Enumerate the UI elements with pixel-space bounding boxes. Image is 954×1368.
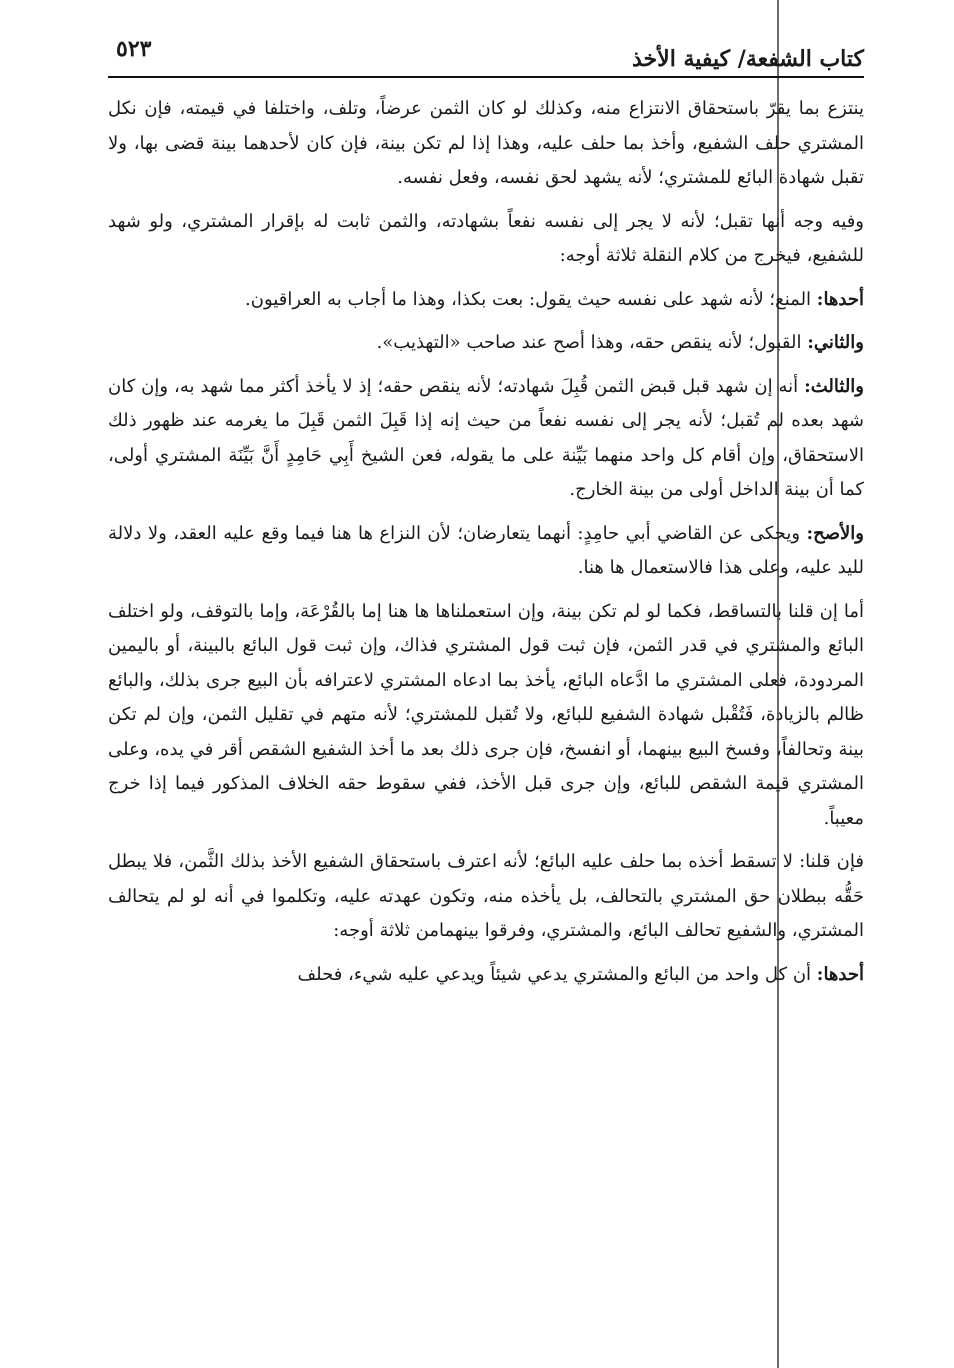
paragraph (108, 595, 864, 837)
paragraph-text: ينتزع بما يقرّ باستحقاق الانتزاع منه، وكذلك لو كان الثمن عرضاً، وتلف، واختلفا في قيمته، فإن نكل المشتري حلف الشفيع، وأخذ بما حلف عليه، وهذا إذا لم تكن بينة، فإن كان لأحدهما بينة قضى بها، ولا تقبل شهادة البائع للمشتري؛ لأنه يشهد لحق نفسه، وفعل نفسه. (108, 98, 864, 188)
paragraph-text: القبول؛ لأنه ينقص حقه، وهذا أصح عند صاحب «التهذيب». (376, 332, 802, 353)
paragraph-text: أنه إن شهد قبل قبض الثمن قُبِلَ شهادته؛ لأنه ينقص حقه؛ إذ لا يأخذ أكثر مما شهد به، وإن كان شهد بعده لم تُقبل؛ لأنه يجر إلى نفسه نفعاً من حيث إنه إذا قَبِلَ الثمن قَبِلَ ما يغرمه عند ظهور ذلك الاستحقاق، وإن أقام كل واحد منهما بَيِّنة على ما يقوله، فعن الشيخ أَبِي حَامِدٍ أَنَّ بَيِّنَة المشتري أولى، كما أن بينة الداخل أولى من بينة الخارج. (108, 375, 864, 500)
paragraph-text: وفيه وجه أنها تقبل؛ لأنه لا يجر إلى نفسه نفعاً بشهادته، والثمن ثابت له بإقرار المشتري، ولو شهد للشفيع، فيخرج من كلام النقلة ثلاثة أوجه: (108, 210, 864, 266)
page-number: ٥٢٣ (116, 36, 152, 62)
paragraph-lead: والثاني: (807, 332, 864, 353)
paragraph-text: أما إن قلنا بالتساقط، فكما لو لم تكن بينة، وإن استعملناها ها هنا إما بالقُرْعَة، وإما بالتوقف، ولو اختلف البائع والمشتري في قدر الثمن، فإن ثبت قول المشتري فذاك، وإن ثبت قول البائع بالبينة، أو باليمين المردودة، فعلى المشتري ما ادَّعاه البائع، يأخذ بما ادعاه المشتري لاعترافه بأن البيع جرى بذلك، والبائع ظالم بالزيادة، فَتُقْبل شهادة الشفيع للبائع، ولا تُقبل للمشتري؛ لأنه متهم في تقليل الثمن، وإن لم تكن بينة وتحالفاً، وفسخ البيع بينهما، أو انفسخ، فإن جرى ذلك بعد ما أخذ الشفيع الشقص أقر في يده، وعلى المشتري قيمة الشقص للبائع، وإن جرى قبل الأخذ، ففي سقوط حقه الخلاف المذكور فيما إذا خرج معيباً. (108, 600, 864, 829)
paragraph-lead: والثالث: (804, 375, 864, 397)
paragraph (108, 517, 864, 586)
paragraph-text: ويحكى عن القاضي أبي حامِدٍ: أنهما يتعارضان؛ لأن النزاع ها هنا فيما وقع عليه العقد، ولا دلالة لليد عليه، وعلى هذا فالاستعمال ها هنا. (108, 522, 864, 578)
paragraph-text: أن كل واحد من البائع والمشتري يدعي شيئاً ويدعي عليه شيء، فحلف (297, 963, 812, 985)
paragraph (108, 370, 864, 508)
paragraph (108, 283, 864, 318)
paragraph-lead: والأصح: (806, 522, 864, 544)
paragraph (108, 845, 864, 949)
page-header (108, 32, 864, 78)
paragraph (108, 958, 864, 993)
paragraph (108, 92, 864, 196)
paragraph (108, 326, 864, 361)
paragraph-lead: أحدها: (816, 963, 864, 985)
paragraph-text: المنع؛ لأنه شهد على نفسه حيث يقول: بعت بكذا، وهذا ما أجاب به العراقيون. (245, 288, 812, 310)
page-body (108, 92, 864, 1001)
paragraph (108, 205, 864, 274)
running-title: كتاب الشفعة/ كيفية الأخذ (632, 46, 864, 72)
paragraph-text: فإن قلنا: لا تسقط أخذه بما حلف عليه البائع؛ لأنه اعترف باستحقاق الشفيع الأخذ بذلك الثَّمن، فلا يبطل حَقُّه ببطلان حق المشتري بالتحالف، بل يأخذه منه، وتكون عهدته عليه، وتكلموا في أنه لو لم يتحالف المشتري، والشفيع تحالف البائع، والمشتري، وفرقوا بينهمامن ثلاثة أوجه: (108, 851, 864, 941)
paragraph-lead: أحدها: (816, 288, 864, 310)
